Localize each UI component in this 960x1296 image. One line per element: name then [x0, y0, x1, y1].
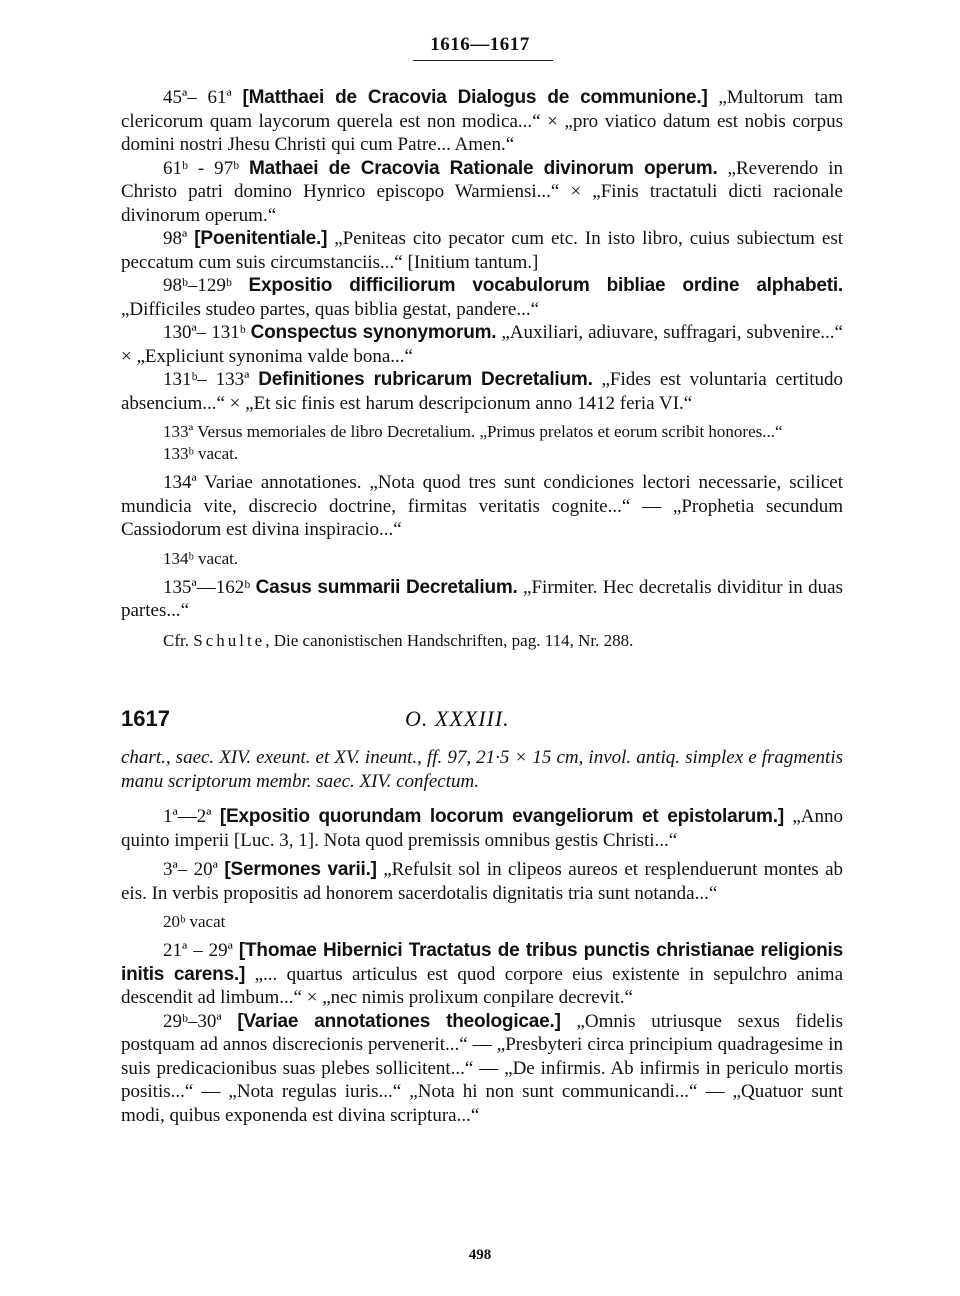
running-title: 1616—1617: [430, 34, 530, 55]
entry-title: Mathaei de Cracovia Rationale divinorum operum.: [249, 157, 718, 179]
entry-29b: [121, 1010, 843, 1128]
entry-134a: [121, 471, 843, 542]
reference-author: Schulte: [193, 630, 266, 650]
entry-folios: 29ᵇ–30ª: [163, 1010, 222, 1032]
codex-description: chart., saec. XIV. exeunt. et XV. ineunt., ff. 97, 21·5 × 15 cm, invol. antiq. simplex e fragmentis manu scriptorum membr. saec. XIV. confectum.: [121, 747, 843, 792]
entry-text: vacat.: [193, 444, 239, 463]
entry-61b: [121, 157, 843, 228]
entry-133b: [121, 443, 843, 465]
entry-21a: [121, 939, 843, 1010]
entry-text: „Refulsit sol in clipeos aureos et resplenduerunt montes ab eis. In verbis propositis ad honorem sacerdotalis dignitatis tria sunt notanda...“: [121, 859, 844, 904]
reference-prefix: Cfr.: [163, 630, 194, 650]
entry-45a: [121, 86, 843, 157]
codex-1617-contents: [121, 746, 843, 1127]
entry-folios: 135ª—162ᵇ: [163, 576, 251, 598]
entry-text: „Reverendo in Christo patri domino Hynrico episcopo Warmiensi...“ × „Finis tractatuli dicti racionale divinorum operum.“: [121, 157, 844, 226]
codex-signature: O. XXXIII.: [405, 706, 510, 731]
entry-folios: 133ᵇ: [163, 444, 194, 463]
codex-number: 1617: [121, 706, 170, 731]
codex-heading: [121, 706, 843, 736]
entry-folios: 3ª– 20ª: [163, 859, 218, 880]
entry-text: „Peniteas cito pecator cum etc. In isto libro, cuius subiectum est peccatum cum suis circumstanciis...“ [Initium tantum.]: [121, 228, 843, 273]
entry-text: „Anno quinto imperii [Luc. 3, 1]. Nota quod premissis omnibus gestis Christi...“: [121, 806, 844, 851]
entry-text: Versus memoriales de libro Decretalium. „Primus prelatos et eorum scribit honores...“: [193, 422, 783, 441]
entry-folios: 134ᵇ: [163, 548, 194, 568]
entry-title: [Sermones varii.]: [224, 859, 377, 880]
entry-folios: 98ª: [163, 228, 188, 249]
reference-note: [121, 629, 843, 653]
entry-title: Definitiones rubricarum Decretalium.: [258, 369, 593, 390]
entry-3a: [121, 858, 843, 905]
entry-folios: 45ª– 61ª: [163, 87, 232, 108]
entry-folios: 130ª– 131ᵇ: [163, 322, 246, 343]
entry-20b: [121, 911, 843, 933]
entry-folios: 133ª: [163, 422, 194, 441]
entry-text: „Multorum tam clericorum quam laycorum querela est non modica...“ × „pro viatico datum est nobis corpus domini nostri Jhesu Christi qui cum Patre... Amen.“: [121, 87, 844, 155]
entry-title: Casus summarii Decretalium.: [255, 576, 518, 598]
entry-text: „Fides est voluntaria certitudo absencium...“ × „Et sic finis est harum descripcionum anno 1412 feria VI.“: [121, 369, 844, 414]
entry-text: „Difficiles studeo partes, quas biblia gestat, pandere...“: [121, 298, 540, 320]
entry-131b: [121, 368, 843, 415]
entry-title: [Thomae Hibernici Tractatus de tribus punctis christianae religionis initis carens.]: [121, 940, 843, 985]
header-rule: [413, 60, 553, 61]
entry-text: „Omnis utriusque sexus fidelis postquam ad annos discrecionis pervenerit...“ — „Presbyteri circa principium quadragesime in suis predicacionibus suas plebes sollicitent...“ — „De infirmis. Ab infirmis in periculo mortis positis...“ — „Nota regulas iuris...“ „Nota hi non sunt communicandi...“ — „Quatuor sunt modi, quibus exponenda est divina scriptura...“: [121, 1010, 844, 1126]
entry-folios: 21ª – 29ª: [163, 940, 233, 961]
entry-title: Expositio difficiliorum vocabulorum bibliae ordine alphabeti.: [248, 275, 844, 296]
entry-folios: 1ª—2ª: [163, 806, 212, 827]
entry-title: [Poenitentiale.]: [194, 228, 328, 249]
entry-text: „Auxiliari, adiuvare, suffragari, subvenire...“ × „Expliciunt synonima valde bona...“: [121, 322, 843, 367]
entry-title: [Variae annotationes theologicae.]: [237, 1010, 561, 1032]
reference-text: , Die canonistischen Handschriften, pag. 114, Nr. 288.: [265, 630, 634, 650]
entry-134b: [121, 548, 843, 570]
entry-folios: 131ᵇ– 133ª: [163, 369, 250, 390]
entry-folios: 98ᵇ–129ᵇ: [163, 275, 232, 296]
entry-title: [Expositio quorundam locorum evangeliorum et epistolarum.]: [219, 806, 784, 827]
entry-title: Conspectus synonymorum.: [250, 322, 497, 343]
entry-1a: [121, 805, 843, 852]
entry-title: [Matthaei de Cracovia Dialogus de communione.]: [242, 87, 708, 108]
entry-135a: [121, 576, 843, 623]
entry-text: vacat.: [193, 548, 239, 568]
entry-text: „Firmiter. Hec decretalis dividitur in duas partes...“: [121, 576, 843, 621]
entry-text: Variae annotationes. „Nota quod tres sunt condiciones lectori necessarie, scilicet mundicia vite, discrecio doctrine, firmitas veritatis cognite...“ — „Prophetia secundum Cassiodorum est divina inspiracio...“: [121, 472, 843, 540]
page-number: 498: [468, 1247, 492, 1263]
entry-folios: 61ᵇ - 97ᵇ: [163, 157, 240, 179]
entry-folios: 134ª: [163, 472, 197, 493]
entry-text: vacat: [185, 912, 226, 931]
entry-133a: [121, 421, 843, 443]
entry-98b: [121, 274, 843, 321]
entry-130a: [121, 321, 843, 368]
codex-1616-contents: [121, 86, 843, 652]
entry-text: „... quartus articulus est quod corpore eius existente in sepulchro anima descendit ad limbum...“ × „nec nimis prolixum conpilare decrevit.“: [121, 963, 843, 1008]
entry-folios: 20ᵇ: [163, 912, 186, 931]
entry-98a: [121, 227, 843, 274]
